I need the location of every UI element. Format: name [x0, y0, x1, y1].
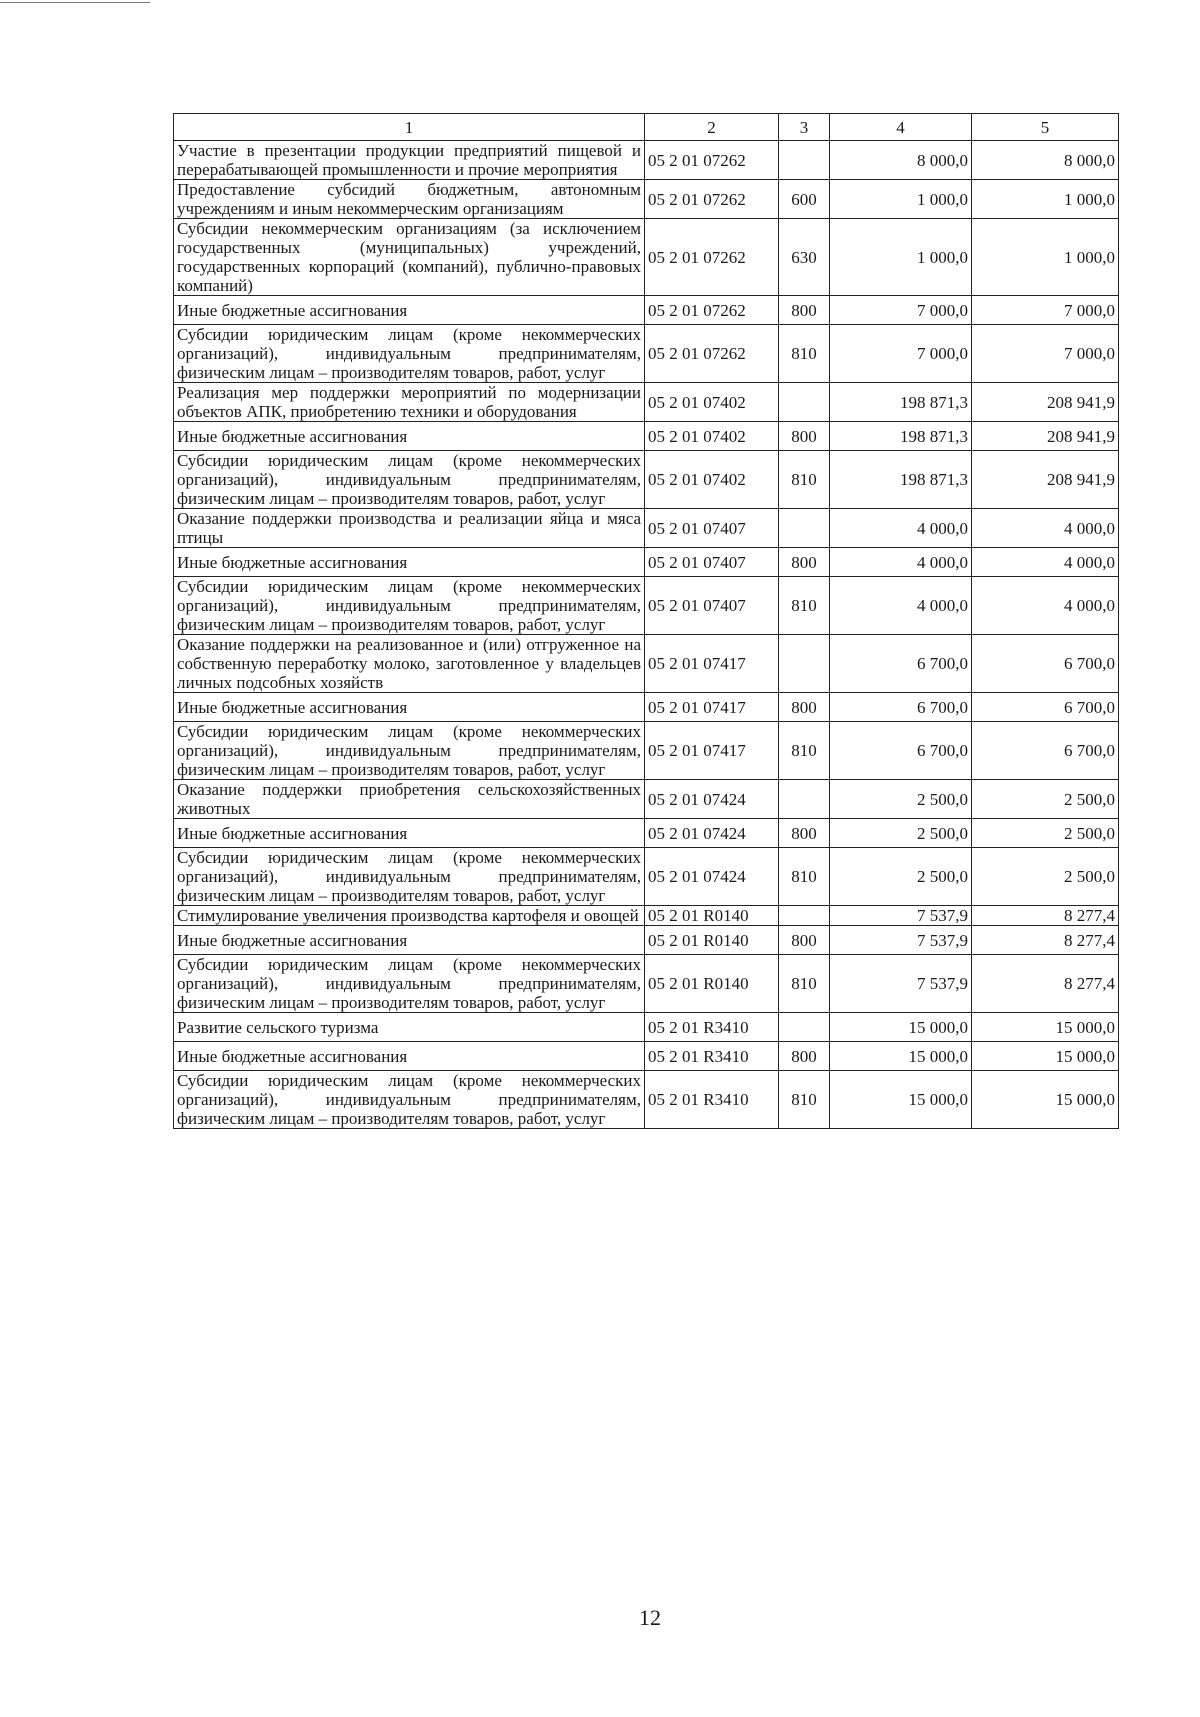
row-expense-type-cell: 810 — [779, 955, 830, 1013]
row-code-cell: 05 2 01 R0140 — [645, 906, 779, 926]
row-code-cell: 05 2 01 R3410 — [645, 1042, 779, 1071]
row-name-cell: Развитие сельского туризма — [174, 1013, 645, 1042]
row-name-cell: Субсидии юридическим лицам (кроме некоммерческих организаций), индивидуальным предпринимателям, физическим лицам – производителям товаров, работ, услуг — [174, 848, 645, 906]
column-header-amount-2: 5 — [972, 114, 1119, 141]
row-name-cell: Стимулирование увеличения производства картофеля и овощей — [174, 906, 645, 926]
row-code-cell: 05 2 01 07407 — [645, 509, 779, 548]
row-amount-2-cell: 7 000,0 — [972, 325, 1119, 383]
row-expense-type-cell: 800 — [779, 693, 830, 722]
table-row — [174, 296, 1119, 325]
table-body — [174, 141, 1119, 1129]
row-name-cell: Реализация мер поддержки мероприятий по модернизации объектов АПК, приобретению техники и оборудования — [174, 383, 645, 422]
row-amount-1-cell: 15 000,0 — [830, 1071, 972, 1129]
budget-table — [173, 113, 1119, 1129]
table-row — [174, 1071, 1119, 1129]
row-expense-type-cell: 800 — [779, 819, 830, 848]
row-expense-type-cell: 800 — [779, 926, 830, 955]
row-name-cell: Иные бюджетные ассигнования — [174, 819, 645, 848]
row-amount-1-cell: 4 000,0 — [830, 577, 972, 635]
row-code-cell: 05 2 01 R0140 — [645, 955, 779, 1013]
table-header-row — [174, 114, 1119, 141]
row-amount-2-cell: 8 277,4 — [972, 906, 1119, 926]
row-expense-type-cell: 800 — [779, 1042, 830, 1071]
row-amount-1-cell: 7 537,9 — [830, 926, 972, 955]
table-row — [174, 780, 1119, 819]
table-row — [174, 955, 1119, 1013]
row-amount-1-cell: 1 000,0 — [830, 219, 972, 296]
row-name-cell: Иные бюджетные ассигнования — [174, 926, 645, 955]
row-code-cell: 05 2 01 07407 — [645, 577, 779, 635]
row-name-cell: Оказание поддержки приобретения сельскохозяйственных животных — [174, 780, 645, 819]
row-amount-2-cell: 6 700,0 — [972, 722, 1119, 780]
row-name-cell: Субсидии юридическим лицам (кроме некоммерческих организаций), индивидуальным предпринимателям, физическим лицам – производителям товаров, работ, услуг — [174, 722, 645, 780]
table-row — [174, 635, 1119, 693]
row-name-cell: Субсидии юридическим лицам (кроме некоммерческих организаций), индивидуальным предпринимателям, физическим лицам – производителям товаров, работ, услуг — [174, 325, 645, 383]
row-amount-2-cell: 208 941,9 — [972, 383, 1119, 422]
row-amount-1-cell: 15 000,0 — [830, 1013, 972, 1042]
row-expense-type-cell: 810 — [779, 848, 830, 906]
row-expense-type-cell: 810 — [779, 1071, 830, 1129]
table-row — [174, 180, 1119, 219]
row-amount-1-cell: 198 871,3 — [830, 422, 972, 451]
row-amount-2-cell: 4 000,0 — [972, 509, 1119, 548]
table-row — [174, 926, 1119, 955]
row-amount-2-cell: 208 941,9 — [972, 451, 1119, 509]
row-name-cell: Субсидии некоммерческим организациям (за исключением государственных (муниципальных) учреждений, государственных корпораций (компаний), публично-правовых компаний) — [174, 219, 645, 296]
row-amount-1-cell: 198 871,3 — [830, 451, 972, 509]
column-header-name: 1 — [174, 114, 645, 141]
row-code-cell: 05 2 01 07417 — [645, 693, 779, 722]
page-number: 12 — [639, 1605, 661, 1630]
row-name-cell: Иные бюджетные ассигнования — [174, 548, 645, 577]
table-row — [174, 383, 1119, 422]
row-amount-1-cell: 198 871,3 — [830, 383, 972, 422]
row-expense-type-cell — [779, 509, 830, 548]
row-name-cell: Иные бюджетные ассигнования — [174, 1042, 645, 1071]
table-row — [174, 451, 1119, 509]
table-row — [174, 548, 1119, 577]
row-amount-2-cell: 6 700,0 — [972, 693, 1119, 722]
row-expense-type-cell: 810 — [779, 451, 830, 509]
row-amount-2-cell: 8 000,0 — [972, 141, 1119, 180]
row-amount-2-cell: 7 000,0 — [972, 296, 1119, 325]
row-amount-1-cell: 2 500,0 — [830, 848, 972, 906]
table-row — [174, 1042, 1119, 1071]
row-expense-type-cell — [779, 1013, 830, 1042]
table-row — [174, 219, 1119, 296]
row-amount-1-cell: 15 000,0 — [830, 1042, 972, 1071]
row-amount-1-cell: 8 000,0 — [830, 141, 972, 180]
row-name-cell: Субсидии юридическим лицам (кроме некоммерческих организаций), индивидуальным предпринимателям, физическим лицам – производителям товаров, работ, услуг — [174, 451, 645, 509]
row-expense-type-cell: 630 — [779, 219, 830, 296]
row-name-cell: Иные бюджетные ассигнования — [174, 693, 645, 722]
row-amount-2-cell: 8 277,4 — [972, 955, 1119, 1013]
table-row — [174, 722, 1119, 780]
column-header-code: 2 — [645, 114, 779, 141]
row-amount-2-cell: 6 700,0 — [972, 635, 1119, 693]
column-header-expense-type: 3 — [779, 114, 830, 141]
row-amount-2-cell: 4 000,0 — [972, 548, 1119, 577]
table-row — [174, 848, 1119, 906]
row-code-cell: 05 2 01 R3410 — [645, 1071, 779, 1129]
row-code-cell: 05 2 01 07262 — [645, 296, 779, 325]
row-amount-1-cell: 7 000,0 — [830, 325, 972, 383]
row-expense-type-cell — [779, 780, 830, 819]
row-expense-type-cell: 800 — [779, 422, 830, 451]
row-amount-1-cell: 2 500,0 — [830, 819, 972, 848]
row-amount-2-cell: 1 000,0 — [972, 219, 1119, 296]
row-amount-1-cell: 1 000,0 — [830, 180, 972, 219]
row-expense-type-cell — [779, 141, 830, 180]
row-code-cell: 05 2 01 07417 — [645, 635, 779, 693]
row-amount-2-cell: 2 500,0 — [972, 780, 1119, 819]
row-code-cell: 05 2 01 R3410 — [645, 1013, 779, 1042]
scan-artifact-line — [0, 2, 150, 3]
column-header-amount-1: 4 — [830, 114, 972, 141]
row-code-cell: 05 2 01 07262 — [645, 325, 779, 383]
row-name-cell: Субсидии юридическим лицам (кроме некоммерческих организаций), индивидуальным предпринимателям, физическим лицам – производителям товаров, работ, услуг — [174, 955, 645, 1013]
table-row — [174, 693, 1119, 722]
row-amount-2-cell: 8 277,4 — [972, 926, 1119, 955]
row-amount-2-cell: 1 000,0 — [972, 180, 1119, 219]
row-code-cell: 05 2 01 07402 — [645, 422, 779, 451]
row-amount-2-cell: 4 000,0 — [972, 577, 1119, 635]
row-name-cell: Иные бюджетные ассигнования — [174, 422, 645, 451]
row-code-cell: 05 2 01 07424 — [645, 780, 779, 819]
row-code-cell: 05 2 01 07424 — [645, 848, 779, 906]
row-name-cell: Предоставление субсидий бюджетным, автономным учреждениям и иным некоммерческим организациям — [174, 180, 645, 219]
row-amount-2-cell: 2 500,0 — [972, 819, 1119, 848]
row-name-cell: Субсидии юридическим лицам (кроме некоммерческих организаций), индивидуальным предпринимателям, физическим лицам – производителям товаров, работ, услуг — [174, 1071, 645, 1129]
table-row — [174, 509, 1119, 548]
row-expense-type-cell — [779, 635, 830, 693]
row-code-cell: 05 2 01 07417 — [645, 722, 779, 780]
row-code-cell: 05 2 01 07407 — [645, 548, 779, 577]
row-name-cell: Иные бюджетные ассигнования — [174, 296, 645, 325]
row-code-cell: 05 2 01 07402 — [645, 383, 779, 422]
row-name-cell: Субсидии юридическим лицам (кроме некоммерческих организаций), индивидуальным предпринимателям, физическим лицам – производителям товаров, работ, услуг — [174, 577, 645, 635]
row-expense-type-cell: 810 — [779, 577, 830, 635]
row-expense-type-cell — [779, 383, 830, 422]
row-expense-type-cell: 800 — [779, 296, 830, 325]
row-name-cell: Оказание поддержки на реализованное и (или) отгруженное на собственную переработку молоко, заготовленное у владельцев личных подсобных хозяйств — [174, 635, 645, 693]
table-row — [174, 819, 1119, 848]
table-row — [174, 577, 1119, 635]
row-code-cell: 05 2 01 07424 — [645, 819, 779, 848]
row-code-cell: 05 2 01 07262 — [645, 180, 779, 219]
row-code-cell: 05 2 01 R0140 — [645, 926, 779, 955]
row-code-cell: 05 2 01 07402 — [645, 451, 779, 509]
table-row — [174, 422, 1119, 451]
row-code-cell: 05 2 01 07262 — [645, 219, 779, 296]
row-amount-1-cell: 4 000,0 — [830, 548, 972, 577]
row-expense-type-cell: 800 — [779, 548, 830, 577]
row-expense-type-cell: 810 — [779, 325, 830, 383]
row-expense-type-cell: 600 — [779, 180, 830, 219]
table-row — [174, 141, 1119, 180]
table-row — [174, 325, 1119, 383]
row-name-cell: Оказание поддержки производства и реализации яйца и мяса птицы — [174, 509, 645, 548]
table-row — [174, 906, 1119, 926]
row-amount-2-cell: 15 000,0 — [972, 1071, 1119, 1129]
row-amount-1-cell: 7 537,9 — [830, 955, 972, 1013]
row-amount-1-cell: 6 700,0 — [830, 693, 972, 722]
row-amount-2-cell: 2 500,0 — [972, 848, 1119, 906]
row-amount-1-cell: 7 537,9 — [830, 906, 972, 926]
row-expense-type-cell — [779, 906, 830, 926]
row-amount-1-cell: 6 700,0 — [830, 722, 972, 780]
row-amount-1-cell: 6 700,0 — [830, 635, 972, 693]
row-amount-1-cell: 4 000,0 — [830, 509, 972, 548]
row-code-cell: 05 2 01 07262 — [645, 141, 779, 180]
row-amount-2-cell: 208 941,9 — [972, 422, 1119, 451]
row-amount-2-cell: 15 000,0 — [972, 1013, 1119, 1042]
row-expense-type-cell: 810 — [779, 722, 830, 780]
table-row — [174, 1013, 1119, 1042]
row-name-cell: Участие в презентации продукции предприятий пищевой и перерабатывающей промышленности и прочие мероприятия — [174, 141, 645, 180]
row-amount-2-cell: 15 000,0 — [972, 1042, 1119, 1071]
row-amount-1-cell: 2 500,0 — [830, 780, 972, 819]
row-amount-1-cell: 7 000,0 — [830, 296, 972, 325]
